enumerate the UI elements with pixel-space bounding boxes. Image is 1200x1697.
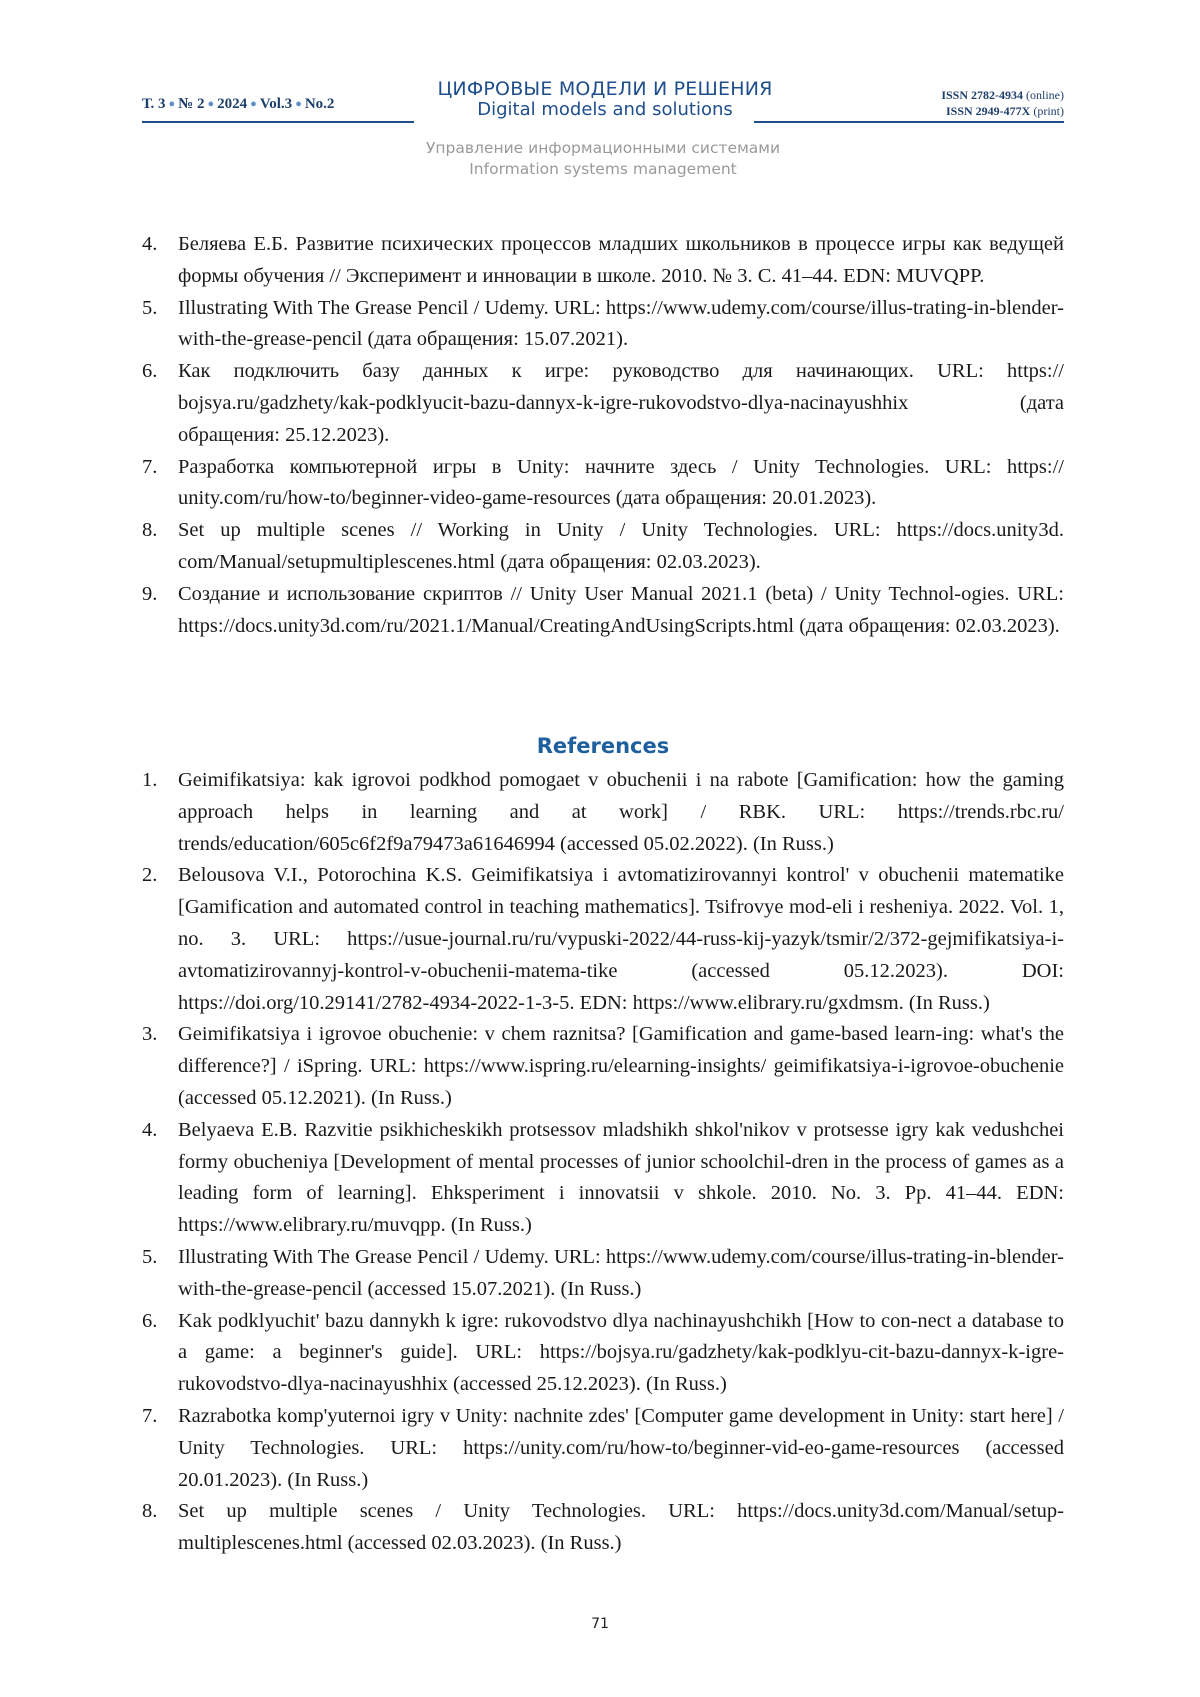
reference-item <box>142 1019 1064 1114</box>
volume-en: Vol.3 <box>260 96 292 112</box>
reference-number: 1. <box>142 765 157 797</box>
reference-text: Разработка компьютерной игры в Unity: начните здесь / Unity Technologies. URL: https:// unity.com/ru/how-to/beginner-video-game-resources (дата обращения: 20.01.2023). <box>178 456 1064 510</box>
reference-number: 7. <box>142 1401 157 1433</box>
reference-number: 4. <box>142 229 157 261</box>
section-heading <box>142 138 1064 180</box>
reference-item <box>142 579 1064 643</box>
bullet-icon: ● <box>250 98 257 110</box>
reference-number: 8. <box>142 515 157 547</box>
reference-text: Illustrating With The Grease Pencil / Udemy. URL: https://www.udemy.com/course/illus-trating-in-blender-with-the-grease-pencil (accessed 15.07.2021). (In Russ.) <box>178 1246 1064 1300</box>
issn-online-label: (online) <box>1026 88 1064 102</box>
reference-number: 3. <box>142 1019 157 1051</box>
reference-number: 4. <box>142 1115 157 1147</box>
header-rule-right <box>754 121 1064 123</box>
reference-number: 5. <box>142 1242 157 1274</box>
reference-text: Belousova V.I., Potorochina K.S. Geimifikatsiya i avtomatizirovannyi kontrol' v obuchenii matematike [Gamification and automated control in teaching mathematics]. Tsifrovye mod-eli i resheniya. 2022. Vol. 1, no. 3. URL: https://usue-journal.ru/ru/vypuski-2022/44-russ-kij-yazyk/tsmir/2/372-gejmifikatsiya-i-avtomatizirovannyj-kontrol-v-obuchenii-matema-tike (accessed 05.12.2023). DOI: https://doi.org/10.29141/2782-4934-2022-1-3-5. EDN: https://www.elibrary.ru/gxdmsm. (In Russ.) <box>178 864 1064 1013</box>
reference-item <box>142 860 1064 1019</box>
reference-number: 5. <box>142 293 157 325</box>
references-heading: References <box>142 734 1064 758</box>
page-header <box>142 78 1064 128</box>
reference-item <box>142 1306 1064 1401</box>
volume-ru: Т. 3 <box>142 96 166 112</box>
issue-ru: № 2 <box>178 96 204 112</box>
reference-item <box>142 1401 1064 1496</box>
bullet-icon: ● <box>295 98 302 110</box>
reference-item <box>142 356 1064 451</box>
issn-print: ISSN 2949-477X <box>946 104 1030 118</box>
reference-item <box>142 229 1064 293</box>
reference-number: 9. <box>142 579 157 611</box>
reference-text: Illustrating With The Grease Pencil / Udemy. URL: https://www.udemy.com/course/illus-trating-in-blender-with-the-grease-pencil (дата обращения: 15.07.2021). <box>178 297 1064 351</box>
reference-number: 6. <box>142 1306 157 1338</box>
reference-item <box>142 1242 1064 1306</box>
journal-title-ru: ЦИФРОВЫЕ МОДЕЛИ И РЕШЕНИЯ <box>420 78 790 100</box>
reference-item <box>142 452 1064 516</box>
reference-item <box>142 293 1064 357</box>
reference-number: 2. <box>142 860 157 892</box>
reference-text: Geimifikatsiya: kak igrovoi podkhod pomogaet v obuchenii i na rabote [Gamification: how the gaming approach helps in learning and at work] / RBK. URL: https://trends.rbc.ru/ trends/education/605c6f2f9a79473a61646994 (accessed 05.02.2022). (In Russ.) <box>178 769 1064 855</box>
reference-number: 8. <box>142 1496 157 1528</box>
issn-online: ISSN 2782-4934 <box>941 88 1023 102</box>
reference-text: Kak podklyuchit' bazu dannykh k igre: rukovodstvo dlya nachinayushchikh [How to con-nect a database to a game: a beginner's guide]. URL: https://bojsya.ru/gadzhety/kak-podklyu-cit-bazu-dannyx-k-igre-rukovodstvo-dlya-nacinayushhix (accessed 25.12.2023). (In Russ.) <box>178 1310 1064 1396</box>
reference-text: Set up multiple scenes // Working in Unity / Unity Technologies. URL: https://docs.unity3d. com/Manual/setupmultiplescenes.html (дата обращения: 02.03.2023). <box>178 519 1064 573</box>
reference-text: Razrabotka komp'yuternoi igry v Unity: nachnite zdes' [Computer game development in Unity: start here] / Unity Technologies. URL: https://unity.com/ru/how-to/beginner-vid-eo-game-resources (accessed 20.01.2023). (In Russ.) <box>178 1405 1064 1491</box>
bullet-icon: ● <box>208 98 215 110</box>
reference-text: Как подключить базу данных к игре: руководство для начинающих. URL: https:// bojsya.ru/gadzhety/kak-podklyucit-bazu-dannyx-k-igre-rukovodstvo-dlya-nacinayushhix (дата обращения: 25.12.2023). <box>178 360 1064 446</box>
reference-text: Geimifikatsiya i igrovoe obuchenie: v chem raznitsa? [Gamification and game-based learn-ing: what's the difference?] / iSpring. URL: https://www.ispring.ru/elearning-insights/ geimifikatsiya-i-igrovoe-obuchenie (accessed 05.12.2021). (In Russ.) <box>178 1023 1064 1109</box>
page-number: 71 <box>0 1616 1200 1632</box>
section-en: Information systems management <box>142 159 1064 180</box>
year: 2024 <box>217 96 247 112</box>
journal-title-en: Digital models and solutions <box>420 100 790 120</box>
issue-info <box>142 96 334 113</box>
issn-print-label: (print) <box>1033 104 1064 118</box>
references-ru-list <box>142 229 1064 642</box>
reference-text: Беляева Е.Б. Развитие психических процессов младших школьников в процессе игры как ведущей формы обучения // Эксперимент и инновации в школе. 2010. № 3. С. 41–44. EDN: MUVQPP. <box>178 233 1064 287</box>
reference-item <box>142 1115 1064 1242</box>
reference-number: 6. <box>142 356 157 388</box>
reference-number: 7. <box>142 452 157 484</box>
reference-item <box>142 515 1064 579</box>
reference-item <box>142 765 1064 860</box>
reference-text: Создание и использование скриптов // Unity User Manual 2021.1 (beta) / Unity Technol-ogies. URL: https://docs.unity3d.com/ru/2021.1/Manual/CreatingAndUsingScripts.html (дата обращения: 02.03.2023). <box>178 583 1064 637</box>
reference-text: Set up multiple scenes / Unity Technologies. URL: https://docs.unity3d.com/Manual/setup-multiplescenes.html (accessed 02.03.2023). (In Russ.) <box>178 1500 1064 1554</box>
reference-item <box>142 1496 1064 1560</box>
bullet-icon: ● <box>169 98 176 110</box>
section-ru: Управление информационными системами <box>142 138 1064 159</box>
issue-en: No.2 <box>305 96 335 112</box>
references-en-list <box>142 765 1064 1560</box>
reference-text: Belyaeva E.B. Razvitie psikhicheskikh protsessov mladshikh shkol'nikov v protsesse igry kak vedushchei formy obucheniya [Development of mental processes of junior schoolchil-dren in the process of games as a leading form of learning]. Ehksperiment i innovatsii v shkole. 2010. No. 3. Pp. 41–44. EDN: https://www.elibrary.ru/muvqpp. (In Russ.) <box>178 1119 1064 1236</box>
journal-title <box>420 78 790 120</box>
issn-block <box>941 87 1064 119</box>
header-rule-left <box>142 121 414 123</box>
